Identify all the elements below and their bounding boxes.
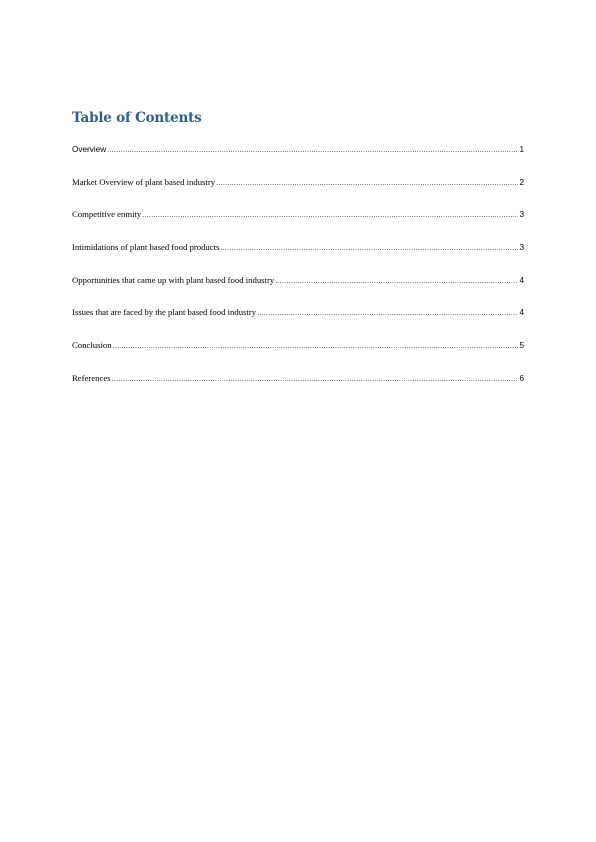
toc-entry-label: Intimidations of plant based food products — [72, 242, 220, 253]
toc-dot-leader — [107, 145, 518, 156]
toc-entry-page: 1 — [519, 145, 524, 154]
toc-entry-page: 4 — [519, 308, 524, 318]
toc-entry-page: 4 — [519, 275, 524, 285]
toc-entry-label: Overview — [72, 145, 107, 154]
toc-list — [72, 144, 524, 406]
toc-entry-issues[interactable] — [72, 307, 524, 340]
toc-entry-page: 3 — [519, 243, 524, 253]
toc-entry-competitive-enmity[interactable] — [72, 209, 524, 242]
toc-entry-conclusion[interactable] — [72, 340, 524, 373]
toc-title: Table of Contents — [72, 110, 202, 126]
toc-dot-leader — [142, 210, 518, 221]
toc-dot-leader — [257, 308, 518, 319]
toc-entry-page: 5 — [519, 341, 524, 351]
toc-entry-market-overview[interactable] — [72, 177, 524, 210]
toc-dot-leader — [275, 276, 518, 287]
toc-dot-leader — [113, 341, 519, 352]
toc-entry-page: 3 — [519, 210, 524, 220]
toc-dot-leader — [216, 178, 518, 189]
toc-entry-page: 2 — [519, 177, 524, 187]
toc-entry-label: Conclusion — [72, 340, 112, 351]
toc-entry-references[interactable] — [72, 373, 524, 406]
toc-entry-label: Market Overview of plant based industry — [72, 176, 216, 187]
toc-entry-label: Opportunities that came up with plant based food industry — [72, 274, 275, 285]
toc-entry-overview[interactable] — [72, 144, 524, 177]
toc-entry-label: References — [72, 372, 111, 383]
toc-entry-label: Issues that are faced by the plant based food industry — [72, 307, 257, 318]
toc-entry-intimidations[interactable] — [72, 242, 524, 275]
toc-entry-label: Competitive enmity — [72, 209, 142, 220]
toc-dot-leader — [112, 374, 519, 385]
toc-entry-page: 6 — [519, 373, 524, 383]
toc-dot-leader — [220, 243, 518, 254]
toc-entry-opportunities[interactable] — [72, 275, 524, 308]
